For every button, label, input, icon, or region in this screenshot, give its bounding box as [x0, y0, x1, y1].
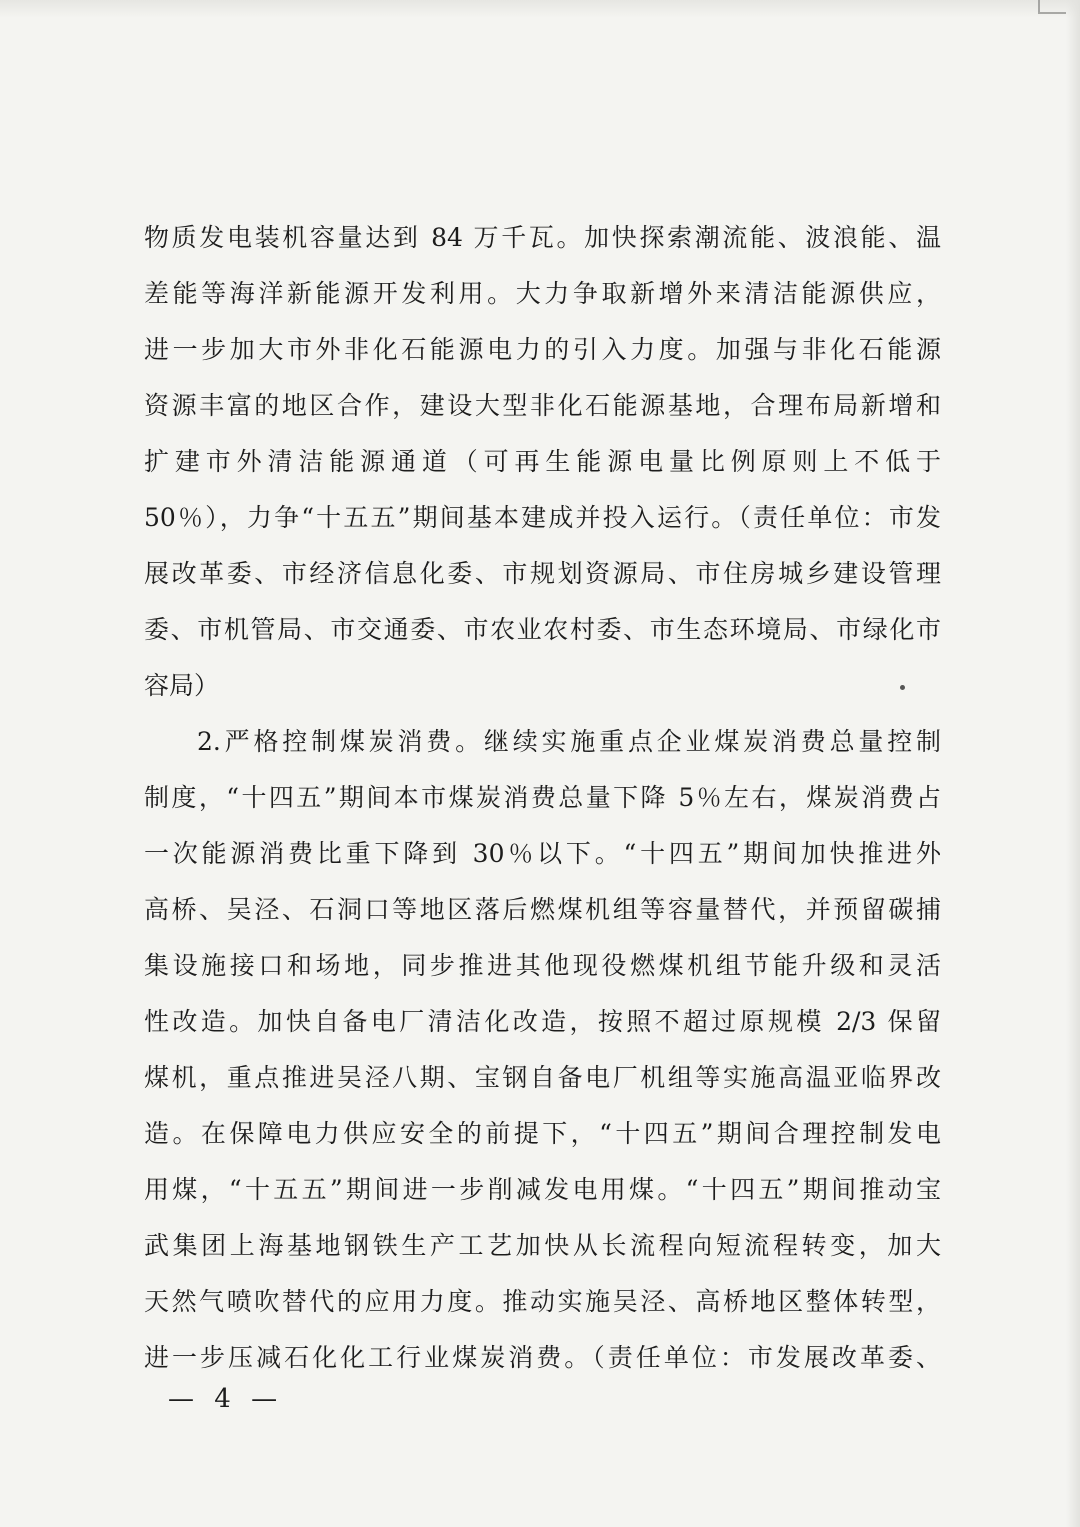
text-line: 2.严格控制煤炭消费。继续实施重点企业煤炭消费总量控制 [197, 727, 941, 756]
text-line: 武集团上海基地钢铁生产工艺加快从长流程向短流程转变，加大 [144, 1231, 941, 1260]
text-line: 委、市机管局、市交通委、市农业农村委、市生态环境局、市绿化市 [144, 615, 941, 644]
text-line: 展改革委、市经济信息化委、市规划资源局、市住房城乡建设管理 [144, 559, 941, 588]
scan-corner-mark [1038, 0, 1066, 14]
document-body [144, 210, 941, 1386]
text-line: 50％），力争“十五五”期间基本建成并投入运行。（责任单位：市发 [144, 503, 941, 532]
text-line: 容局） [144, 671, 220, 700]
text-line: 资源丰富的地区合作，建设大型非化石能源基地，合理布局新增和 [144, 391, 941, 420]
text-line: 天然气喷吹替代的应用力度。推动实施吴泾、高桥地区整体转型， [144, 1287, 941, 1316]
text-line: 进一步加大市外非化石能源电力的引入力度。加强与非化石能源 [144, 335, 941, 364]
text-line: 进一步压减石化化工行业煤炭消费。（责任单位：市发展改革委、 [144, 1343, 941, 1372]
text-line: 一次能源消费比重下降到 30％以下。“十四五”期间加快推进外 [144, 839, 941, 868]
text-line: 造。在保障电力供应安全的前提下，“十四五”期间合理控制发电 [144, 1119, 941, 1148]
text-line: 性改造。加快自备电厂清洁化改造，按照不超过原规模 2/3 保留 [144, 1007, 941, 1036]
text-line: 集设施接口和场地，同步推进其他现役燃煤机组节能升级和灵活 [144, 951, 941, 980]
paragraph-1 [144, 210, 941, 714]
text-line: 物质发电装机容量达到 84 万千瓦。加快探索潮流能、波浪能、温 [144, 223, 941, 252]
paragraph-2 [144, 714, 941, 1386]
scan-speck [900, 685, 905, 690]
text-line: 扩建市外清洁能源通道（可再生能源电量比例原则上不低于 [144, 447, 941, 476]
text-line: 煤机，重点推进吴泾八期、宝钢自备电厂机组等实施高温亚临界改 [144, 1063, 941, 1092]
scan-edge-right [1066, 0, 1080, 1527]
page-number: — 4 — [168, 1384, 284, 1414]
text-line: 制度，“十四五”期间本市煤炭消费总量下降 5％左右，煤炭消费占 [144, 783, 941, 812]
text-line: 差能等海洋新能源开发利用。大力争取新增外来清洁能源供应， [144, 279, 941, 308]
text-line: 用煤，“十五五”期间进一步削减发电用煤。“十四五”期间推动宝 [144, 1175, 941, 1204]
text-line: 高桥、吴泾、石洞口等地区落后燃煤机组等容量替代，并预留碳捕 [144, 895, 941, 924]
scan-edge-top [0, 0, 1080, 18]
